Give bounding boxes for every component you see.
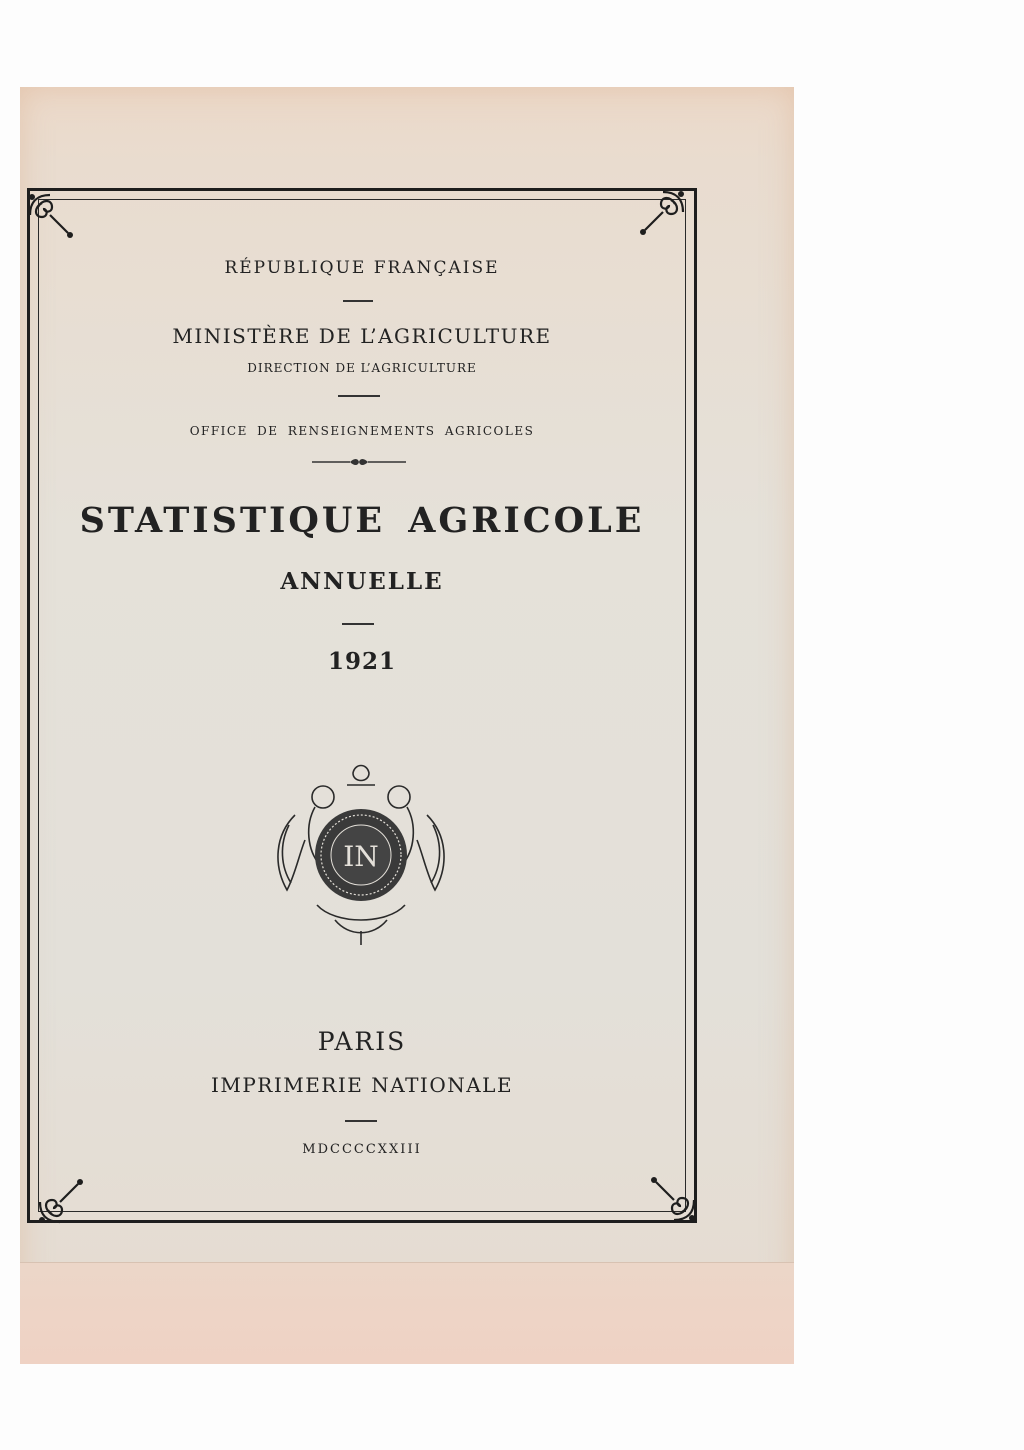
direction-heading: DIRECTION DE L’AGRICULTURE <box>247 361 477 375</box>
imprimerie-nationale-emblem-icon <box>265 755 457 947</box>
ministry-heading: MINISTÈRE DE L’AGRICULTURE <box>172 324 552 348</box>
corner-ornament-icon <box>648 1174 700 1226</box>
publisher-name: IMPRIMERIE NATIONALE <box>210 1073 514 1097</box>
republic-heading: RÉPUBLIQUE FRANÇAISE <box>224 258 500 278</box>
divider <box>338 395 380 397</box>
emblem-monogram: IN <box>343 840 379 873</box>
corner-ornament-icon <box>24 189 76 241</box>
page-lower-edge <box>20 1262 794 1364</box>
ornamental-divider-icon <box>312 457 406 467</box>
corner-ornament-icon <box>637 186 689 238</box>
document-year: 1921 <box>327 648 396 675</box>
corner-ornament-icon <box>34 1176 86 1228</box>
publication-date: MDCCCCXXIII <box>302 1142 422 1157</box>
inner-border-frame <box>38 199 686 1212</box>
publication-city: PARIS <box>317 1027 407 1056</box>
divider <box>345 1120 377 1122</box>
divider <box>343 300 373 302</box>
document-subtitle: ANNUELLE <box>280 568 444 595</box>
document-title: STATISTIQUE AGRICOLE <box>79 500 645 541</box>
office-heading: OFFICE DE RENSEIGNEMENTS AGRICOLES <box>189 424 535 438</box>
divider <box>342 623 374 625</box>
